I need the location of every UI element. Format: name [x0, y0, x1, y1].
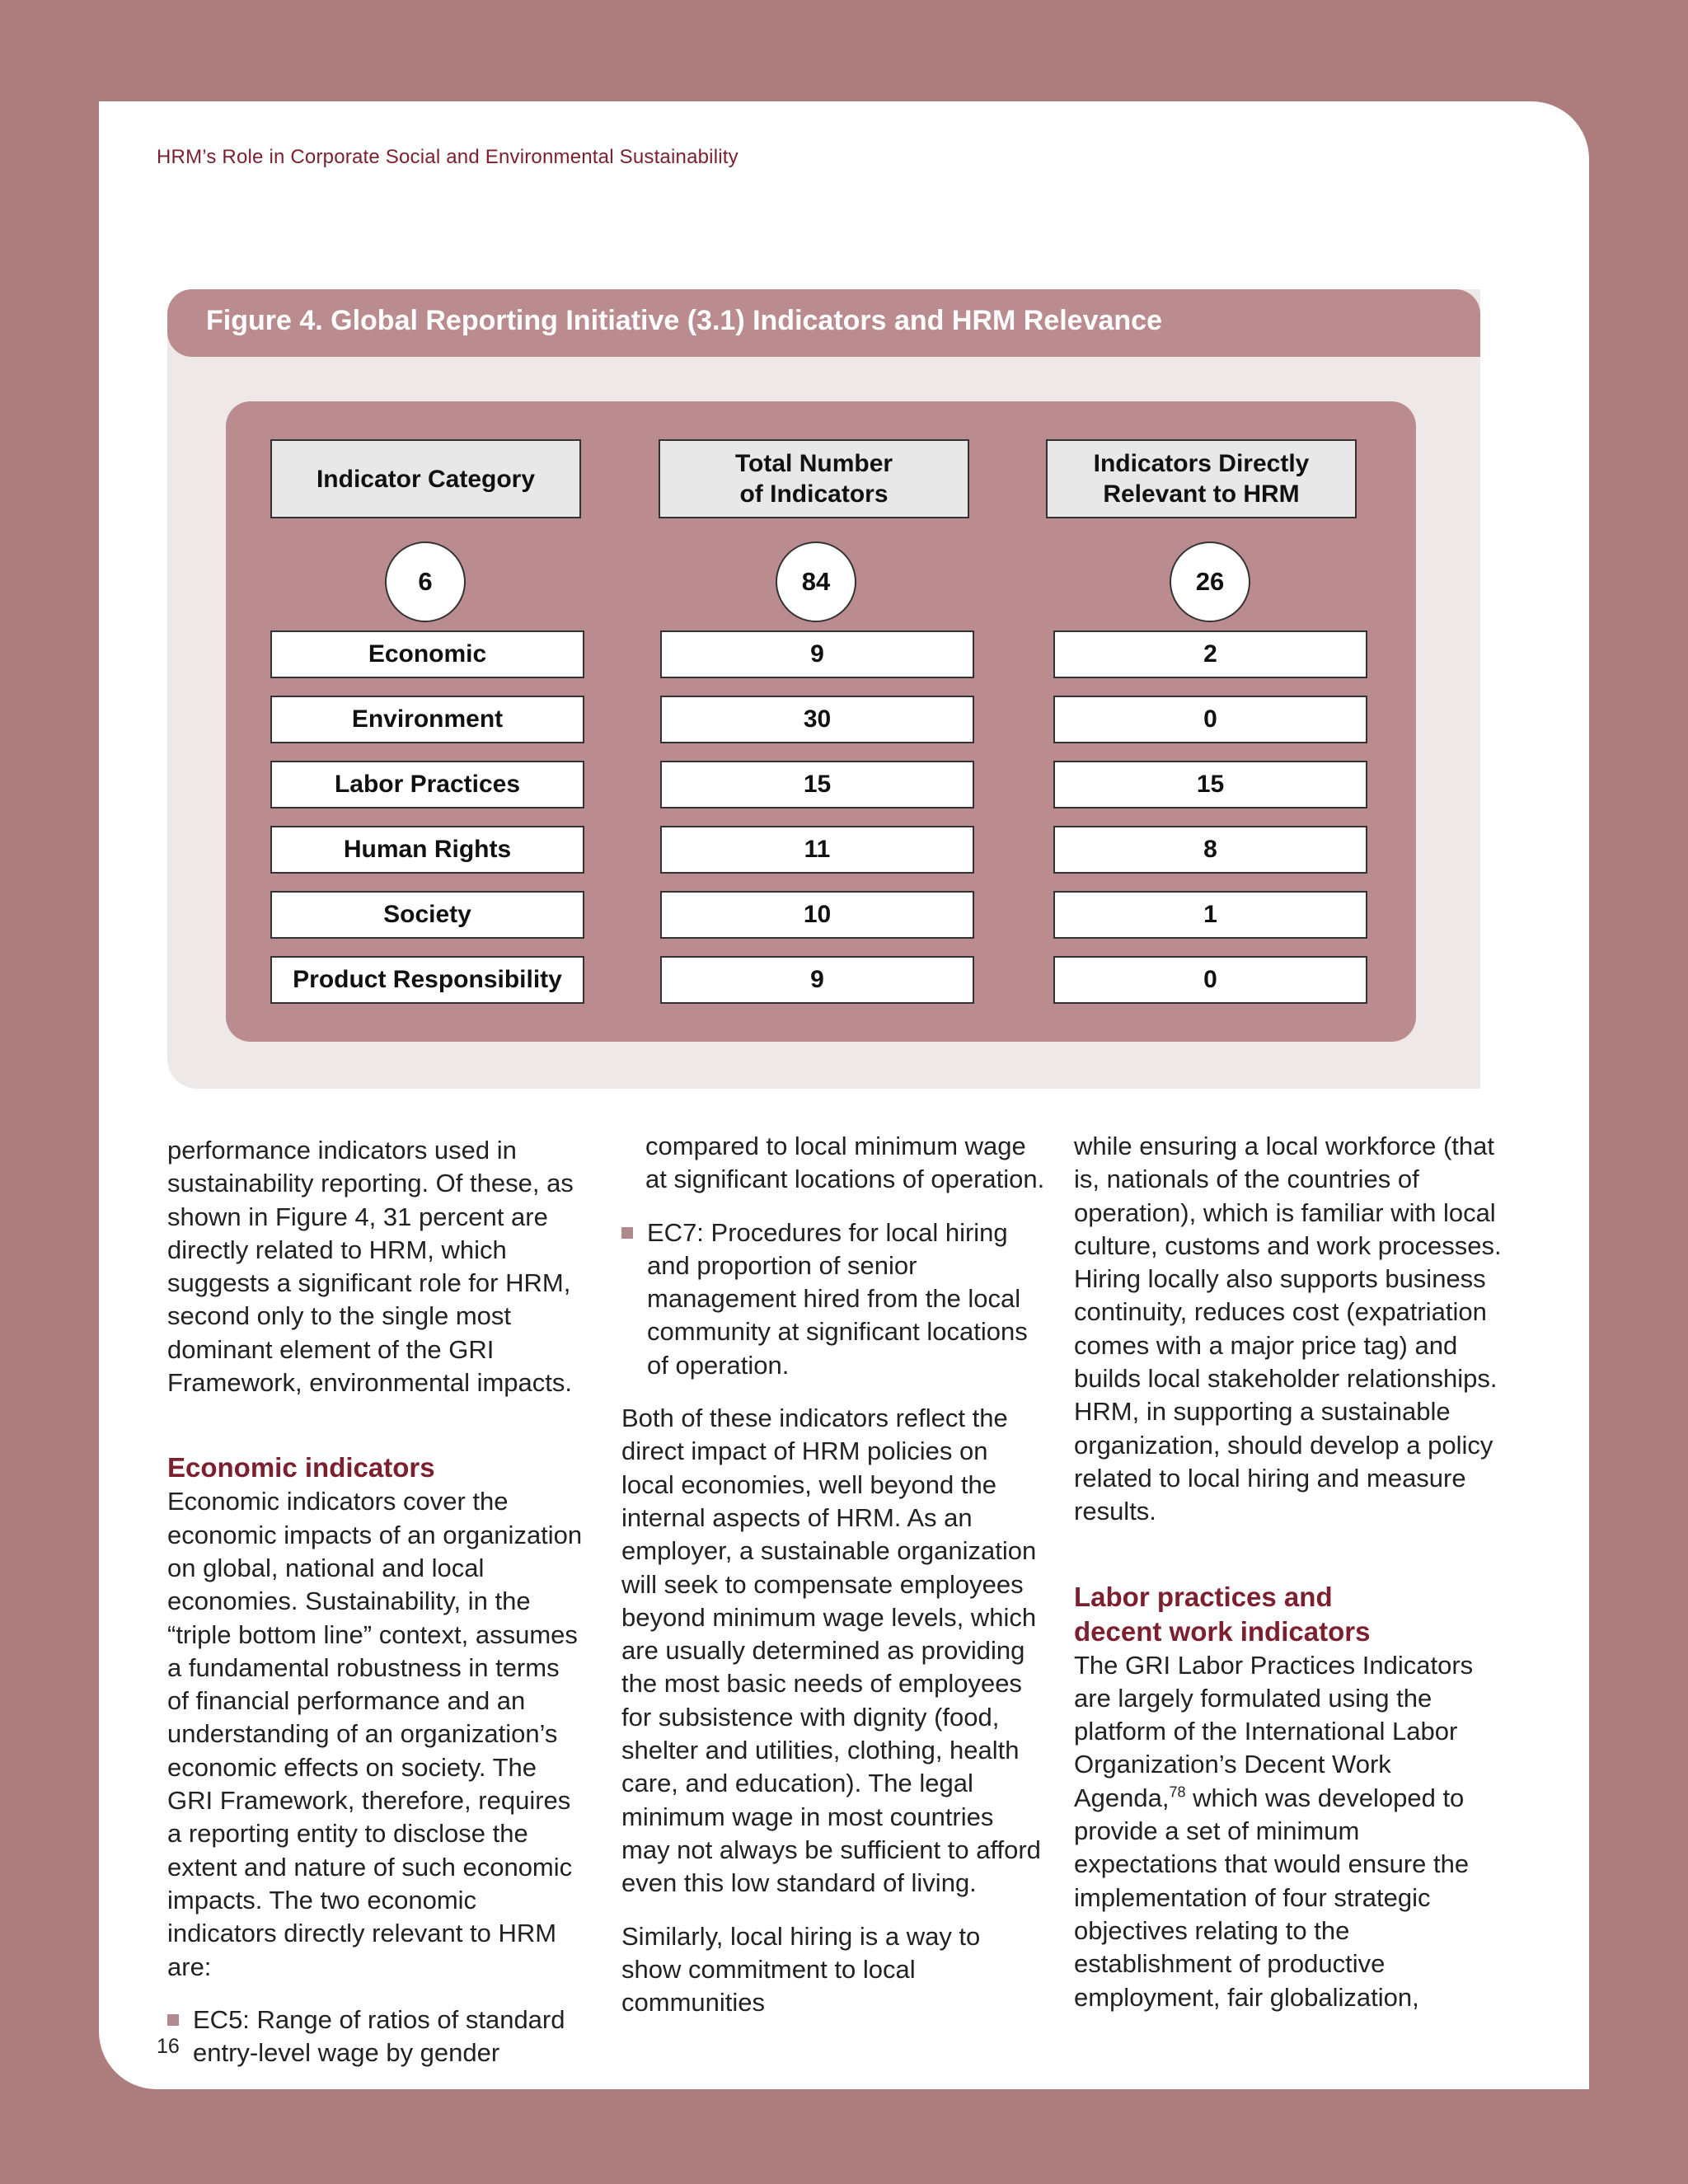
row-category: Product Responsibility — [270, 956, 584, 1004]
bullet-ec5-text: EC5: Range of ratios of standard entry-level wage by gender — [193, 2004, 565, 2068]
row-relevant: 0 — [1053, 956, 1367, 1004]
total-categories-circle: 6 — [385, 541, 466, 622]
row-total: 9 — [660, 956, 974, 1004]
footnote-reference: 78 — [1169, 1783, 1186, 1801]
row-relevant: 15 — [1053, 761, 1367, 808]
row-relevant: 8 — [1053, 826, 1367, 874]
total-indicators-circle: 84 — [776, 541, 856, 622]
row-relevant: 2 — [1053, 630, 1367, 678]
heading-labor-practices — [1074, 1580, 1507, 1649]
text-column-2 — [621, 1130, 1046, 2019]
heading-labor-line-2: decent work indicators — [1074, 1615, 1371, 1647]
col3-body-paragraph: The GRI Labor Practices Indicators are largely formulated using the platform of the International Labor Organization’s Decent Work Agenda,$^{78}$ which was developed to provide a set of minimum expectations that would ensure the implementation of four strategic objectives relating to the establishment of productive employment, fair globalization, — [1074, 1650, 1474, 2012]
row-total: 10 — [660, 891, 974, 939]
col2-paragraph-1: Both of these indicators reflect the direct impact of HRM policies on local economies, well beyond the internal aspects of HRM. As an employer, a sustainable organization will seek to compensate employees beyond minimum wage levels, which are usually determined as providing the most basic needs of employees for subsistence with dignity (food, shelter and utilities, clothing, health care, and education). The legal minimum wage in most countries may not always be sufficient to afford even this low standard of living. — [621, 1404, 1041, 1898]
row-category: Human Rights — [270, 826, 584, 874]
bullet-ec7 — [621, 1216, 1046, 1382]
header-relevant-to-hrm: Indicators Directly Relevant to HRM — [1046, 439, 1357, 518]
col1-intro-paragraph: performance indicators used in sustainability reporting. Of these, as shown in Figure 4, 31 percent are directly related to HRM, which suggests a significant role for HRM, second only to the single most dominant element of the GRI Framework, environmental impacts. — [167, 1136, 574, 1398]
figure-title: Figure 4. Global Reporting Initiative (3.1) Indicators and HRM Relevance — [206, 305, 1163, 336]
total-relevant-circle: 26 — [1170, 541, 1250, 622]
row-category: Economic — [270, 630, 584, 678]
bullet-ec5 — [167, 2004, 588, 2070]
header-indicator-category: Indicator Category — [270, 439, 581, 518]
row-total: 9 — [660, 630, 974, 678]
row-total: 15 — [660, 761, 974, 808]
col3-paragraph-1: while ensuring a local workforce (that is, nationals of the countries of operation), which is familiar with local culture, customs and work processes. Hiring locally also supports business continuity, reduces cost (expatriation comes with a major price tag) and builds local stakeholder relationships. HRM, in supporting a sustainable organization, should develop a policy related to local hiring and measure results. — [1074, 1132, 1502, 1526]
row-category: Society — [270, 891, 584, 939]
bullet-ec7-text: EC7: Procedures for local hiring and proportion of senior management hired from the local community at significant locations of operation. — [647, 1217, 1028, 1380]
row-category: Labor Practices — [270, 761, 584, 808]
bullet-square-icon — [621, 1227, 633, 1239]
page-number: 16 — [157, 2035, 180, 2058]
page — [99, 101, 1589, 2089]
col2-paragraph-2: Similarly, local hiring is a way to show commitment to local communities — [621, 1921, 981, 2018]
col1-body-paragraph: Economic indicators cover the economic impacts of an organization on global, national and local economies. Sustainability, in the “triple bottom line” context, assumes a fundamental robustness in terms of financial performance and an understanding of an organization’s economic effects on society. The GRI Framework, therefore, requires a reporting entity to disclose the extent and nature of such economic impacts. The two economic indicators directly relevant to HRM are: — [167, 1487, 583, 1981]
row-total: 30 — [660, 696, 974, 743]
figure-4 — [167, 289, 1480, 1089]
row-relevant: 0 — [1053, 696, 1367, 743]
bullet-square-icon — [167, 2014, 179, 2026]
figure-table-panel — [226, 401, 1416, 1042]
row-relevant: 1 — [1053, 891, 1367, 939]
text-column-3 — [1074, 1130, 1507, 2014]
figure-title-bar — [167, 289, 1480, 357]
row-total: 11 — [660, 826, 974, 874]
bullet-ec5-continued: compared to local minimum wage at significant locations of operation. — [645, 1132, 1045, 1194]
running-head: HRM’s Role in Corporate Social and Environmental Sustainability — [157, 146, 738, 168]
heading-labor-line-1: Labor practices and — [1074, 1581, 1333, 1612]
row-category: Environment — [270, 696, 584, 743]
header-total-number: Total Number of Indicators — [659, 439, 969, 518]
text-column-1 — [167, 1134, 588, 2069]
heading-economic-indicators: Economic indicators — [167, 1452, 435, 1483]
